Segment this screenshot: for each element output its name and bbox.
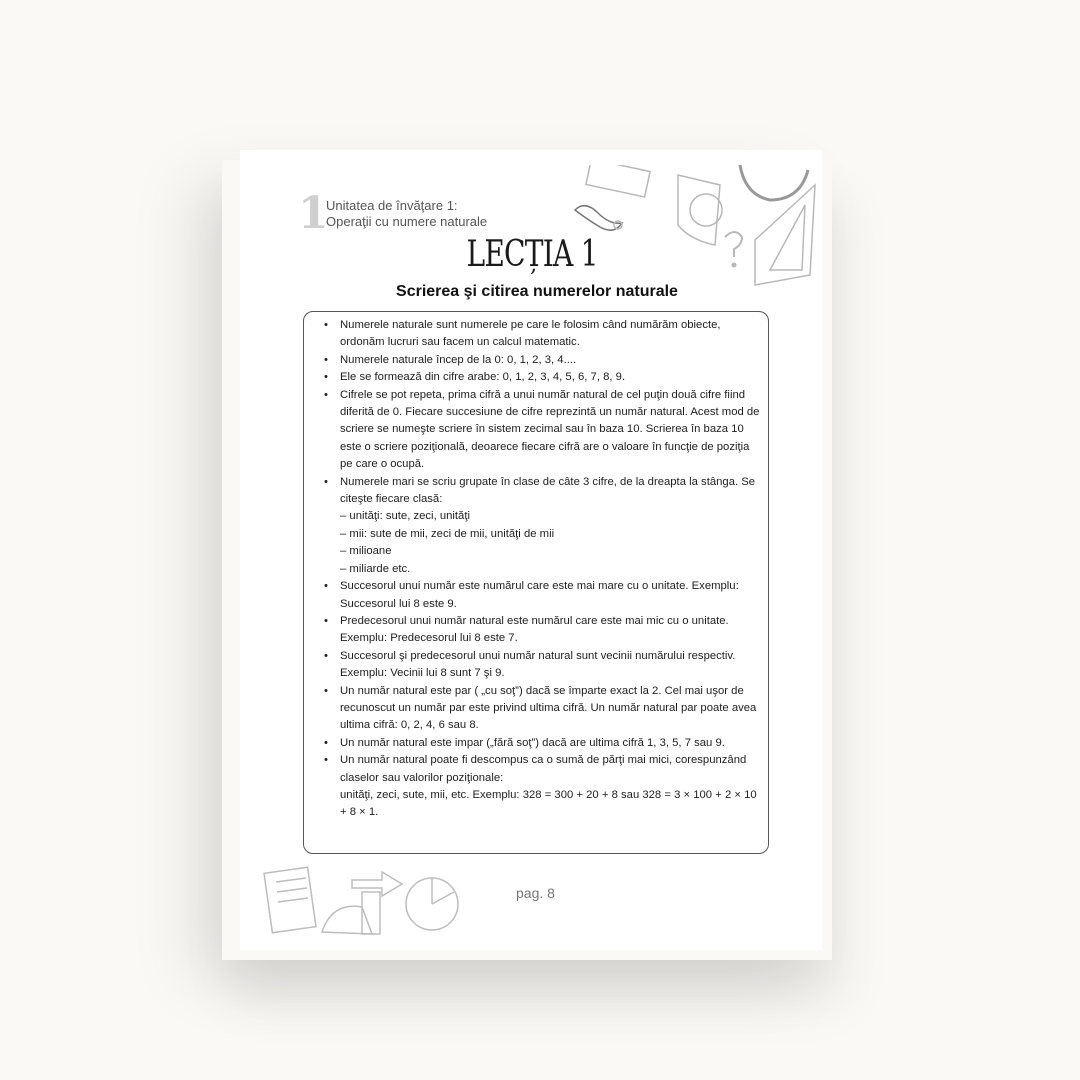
bullet-text: Succesorul unui număr este numărul care este mai mare cu o unitate. Exemplu: Succesorul lui 8 este 9. [340, 580, 739, 610]
unit-line-2: Operaţii cu numere naturale [326, 214, 488, 229]
bullet-subline: – miliarde etc. [340, 562, 411, 575]
book-page [240, 150, 822, 950]
bullet-dot-icon: • [324, 580, 328, 593]
bullet-item [324, 683, 762, 735]
bullet-item [324, 474, 762, 578]
unit-number: 1 [298, 188, 329, 239]
bullet-text: Predecesorul unui număr natural este numărul care este mai mic cu o unitate. Exemplu: Predecesorul lui 8 este 7. [340, 614, 729, 645]
bullet-text: Numerele naturale sunt numerele pe care le folosim când numărăm obiecte, ordonăm lucruri sau facem un calcul matematic. [340, 319, 721, 349]
bullet-text: Numerele naturale încep de la 0: 0, 1, 2, 3, 4.... [340, 353, 577, 366]
bullet-dot-icon: • [324, 684, 328, 697]
bullet-text: Succesorul şi predecesorul unui număr natural sunt vecinii numărului respectiv. Exemplu: Vecinii lui 8 sunt 7 şi 9. [340, 649, 736, 680]
bullet-item [324, 317, 762, 352]
lesson-title: LECȚIA 1 [466, 234, 598, 275]
bullet-text: Un număr natural este impar („fără soţ”) dacă are ultima cifră 1, 3, 5, 7 sau 9. [340, 736, 725, 749]
bullet-item [324, 735, 762, 752]
bullet-item [324, 352, 762, 369]
unit-line-1: Unitatea de învăţare 1: [326, 198, 458, 213]
bullet-item [324, 752, 762, 822]
bullet-text: Cifrele se pot repeta, prima cifră a unui număr natural de cel puţin două cifre fiind diferită de 0. Fiecare succesiune de cifre reprezintă un număr natural. Acest mod de scriere se numeşte scriere în sistem zecimal sau în baza 10. Scrierea în baza 10 este o scriere poziţională, deoarece fiecare cifră are o valoare în funcţie de poziţia pe care o ocupă. [340, 388, 760, 471]
bullet-subline: – milioane [340, 545, 392, 558]
bullet-item [324, 369, 762, 386]
bullet-item [324, 578, 762, 613]
bullet-item [324, 648, 762, 683]
content-box [303, 311, 769, 854]
bullet-subline: – unităţi: sute, zeci, unităţi [340, 510, 470, 523]
unit-heading [326, 198, 487, 230]
page-number: pag. 8 [516, 885, 555, 901]
bullet-item [324, 613, 762, 648]
bullet-dot-icon: • [324, 353, 328, 366]
bullet-dot-icon: • [324, 754, 328, 767]
school-doodles-bottom [262, 862, 472, 937]
geometry-doodles-top [570, 165, 820, 295]
bullet-dot-icon: • [324, 475, 328, 488]
bullet-dot-icon: • [324, 736, 328, 749]
bullet-subline: unităţi, zeci, sute, mii, etc. Exemplu: 328 = 300 + 20 + 8 sau 328 = 3 × 100 + 2 × 10 + 8 × 1. [340, 788, 757, 819]
bullet-dot-icon: • [324, 319, 328, 331]
bullet-item [324, 387, 762, 474]
bullet-dot-icon: • [324, 649, 328, 662]
bullet-dot-icon: • [324, 371, 328, 384]
bullet-text: Un număr natural poate fi descompus ca o sumă de părţi mai mici, corespunzând claselor sau valorilor poziţionale: [340, 754, 747, 784]
bullet-list [324, 317, 762, 822]
bullet-dot-icon: • [324, 388, 328, 401]
bullet-text: Un număr natural este par ( „cu soţ”) dacă se împarte exact la 2. Cel mai uşor de recunoscut un număr par este privind ultima cifră. Un număr natural par poate avea ultima cifră: 0, 2, 4, 6 sau 8. [340, 684, 757, 732]
bullet-subline: – mii: sute de mii, zeci de mii, unităţi de mii [340, 527, 555, 540]
bullet-dot-icon: • [324, 614, 328, 627]
bullet-text: Numerele mari se scriu grupate în clase de câte 3 cifre, de la dreapta la stânga. Se citeşte fiecare clasă: [340, 475, 756, 506]
bullet-text: Ele se formează din cifre arabe: 0, 1, 2, 3, 4, 5, 6, 7, 8, 9. [340, 371, 626, 384]
lesson-subtitle: Scrierea şi citirea numerelor naturale [396, 283, 678, 300]
